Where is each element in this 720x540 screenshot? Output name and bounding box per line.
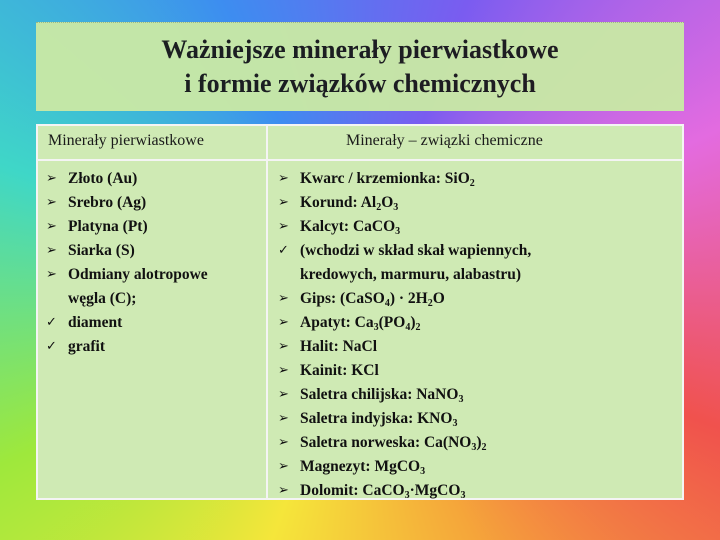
list-item xyxy=(44,311,262,335)
arrow-bullet-icon: ➢ xyxy=(278,195,289,210)
list-item-text: Saletra norweska: $Ca(NO_3)_2$ xyxy=(300,434,487,453)
list-item xyxy=(44,215,262,239)
list-item-text: Dolomit: CaCO$_3$·MgCO$_3$ xyxy=(300,482,466,501)
list-item xyxy=(44,191,262,215)
arrow-bullet-icon: ➢ xyxy=(278,363,289,378)
list-item-text: Złoto (Au) xyxy=(68,170,138,187)
arrow-bullet-icon: ➢ xyxy=(278,435,289,450)
arrow-bullet-icon: ➢ xyxy=(278,315,289,330)
list-item xyxy=(276,239,676,263)
arrow-bullet-icon: ➢ xyxy=(46,267,57,282)
checkmark-bullet-icon: ✓ xyxy=(46,339,57,354)
list-item-text: Gips: (CaSO$_4$) · $2H_2O$ xyxy=(300,290,445,309)
list-item xyxy=(276,287,676,311)
list-item-text: Kalcyt: CaCO$_3$ xyxy=(300,218,401,237)
list-item xyxy=(276,359,676,383)
list-item xyxy=(44,263,262,287)
list-item xyxy=(276,311,676,335)
list-item xyxy=(276,191,676,215)
compound-minerals-list xyxy=(276,167,676,503)
list-item-text: węgla (C); xyxy=(68,290,137,307)
list-item xyxy=(276,383,676,407)
list-item xyxy=(44,335,262,359)
arrow-bullet-icon: ➢ xyxy=(46,219,57,234)
list-item xyxy=(44,239,262,263)
arrow-bullet-icon: ➢ xyxy=(278,291,289,306)
list-item xyxy=(276,431,676,455)
list-item-text: Saletra chilijska: NaNO$_3$ xyxy=(300,386,464,405)
list-item-text: grafit xyxy=(68,338,106,355)
title-box xyxy=(36,22,684,111)
header-compound-minerals: Minerały – związki chemiczne xyxy=(346,132,543,149)
list-item-text: Srebro (Ag) xyxy=(68,194,147,211)
arrow-bullet-icon: ➢ xyxy=(278,459,289,474)
list-item xyxy=(276,167,676,191)
list-item xyxy=(276,215,676,239)
list-item xyxy=(276,407,676,431)
arrow-bullet-icon: ➢ xyxy=(278,339,289,354)
arrow-bullet-icon: ➢ xyxy=(46,195,57,210)
list-item xyxy=(44,167,262,191)
list-item-text: Apatyt: $Ca_3(PO_4)_2$ xyxy=(300,314,421,333)
list-item-text: Kwarc / krzemionka: SiO$_2$ xyxy=(300,170,475,189)
checkmark-bullet-icon: ✓ xyxy=(46,315,57,330)
title-line-1: Ważniejsze minerały pierwiastkowe xyxy=(161,35,559,64)
list-item-text: (wchodzi w skład skał wapiennych, xyxy=(300,242,532,259)
list-item-text: Siarka (S) xyxy=(68,242,135,259)
list-item-text: Magnezyt: MgCO$_3$ xyxy=(300,458,426,477)
arrow-bullet-icon: ➢ xyxy=(278,411,289,426)
list-item-text: Korund: $Al_2O_3$ xyxy=(300,194,399,213)
elemental-minerals-list xyxy=(44,167,262,359)
list-item-text: Halit: NaCl xyxy=(300,338,378,355)
table-header xyxy=(38,126,682,161)
arrow-bullet-icon: ➢ xyxy=(46,243,57,258)
arrow-bullet-icon: ➢ xyxy=(278,171,289,186)
list-item xyxy=(276,479,676,503)
arrow-bullet-icon: ➢ xyxy=(278,483,289,498)
minerals-table xyxy=(36,124,684,500)
header-elemental-minerals: Minerały pierwiastkowe xyxy=(48,132,204,149)
arrow-bullet-icon: ➢ xyxy=(46,171,57,186)
title-line-2: i formie związków chemicznych xyxy=(184,69,536,98)
list-item xyxy=(276,455,676,479)
list-item-text: Kainit: KCl xyxy=(300,362,379,379)
list-item-text: Odmiany alotropowe xyxy=(68,266,208,283)
list-item xyxy=(44,287,262,311)
list-item-text: kredowych, marmuru, alabastru) xyxy=(300,266,522,283)
checkmark-bullet-icon: ✓ xyxy=(278,243,289,258)
list-item xyxy=(276,335,676,359)
column-divider xyxy=(266,126,268,498)
arrow-bullet-icon: ➢ xyxy=(278,387,289,402)
list-item-text: Platyna (Pt) xyxy=(68,218,148,235)
list-item xyxy=(276,263,676,287)
list-item-text: Saletra indyjska: $KNO_3$ xyxy=(300,410,458,429)
arrow-bullet-icon: ➢ xyxy=(278,219,289,234)
list-item-text: diament xyxy=(68,314,123,331)
